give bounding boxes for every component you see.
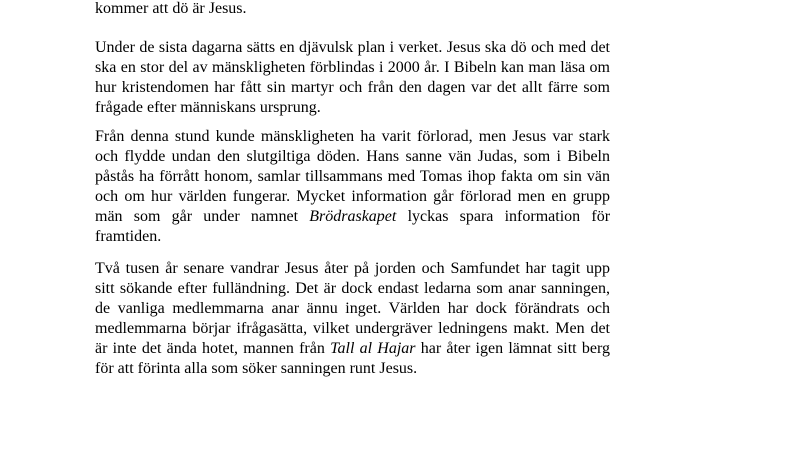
- italic-term-brodraskapet: Brödraskapet: [309, 208, 397, 225]
- line-before: är inte det ända hotet, mannen från: [95, 340, 325, 357]
- line-after: har åter igen lämnat sitt berg: [420, 340, 610, 357]
- paragraph-2: [95, 127, 610, 247]
- text-line: sitt sökande efter fulländning. Det är dock endast ledarna som anar sanningen,: [95, 280, 610, 297]
- text-line: Under de sista dagarna sätts en djävulsk plan i verket. Jesus ska dö och med det: [95, 39, 610, 56]
- text-line: för att förinta alla som söker sanningen runt Jesus.: [95, 360, 418, 377]
- text-line: hur kristendomen har fått sin martyr och från den dagen var det allt färre som: [95, 79, 610, 96]
- line-after: lyckas spara information för: [407, 208, 610, 225]
- text-line: framtiden.: [95, 228, 162, 245]
- text-line: frågade efter människans ursprung.: [95, 99, 321, 116]
- paragraph-3: [95, 259, 610, 379]
- text-line: de vanliga medlemmarna anar ännu inget. Världen har dock förändrats och: [95, 300, 610, 317]
- text-line: medlemmarna börjar ifrågasätta, vilket undergräver ledningens makt. Men det: [95, 320, 610, 337]
- line-prefix: och: [95, 188, 119, 205]
- line-before: män som går under namnet: [95, 208, 299, 225]
- paragraph-1: [95, 38, 610, 118]
- text-line: [95, 207, 610, 227]
- text-line: och flydde undan den slutgiltiga döden. Hans sanne vän Judas, som i Bibeln: [95, 148, 610, 165]
- italic-term-tall-al-hajar: Tall al Hajar: [330, 340, 416, 357]
- text-line: ska en stor del av mänskligheten förblindas i 2000 år. I Bibeln kan man läsa om: [95, 59, 610, 76]
- text-line: kommer att dö är Jesus.: [95, 0, 247, 17]
- line-rest: om hur världen fungerar. Mycket information går förlorad men en grupp: [124, 188, 610, 205]
- text-line: Två tusen år senare vandrar Jesus åter på jorden och Samfundet har tagit upp: [95, 260, 610, 277]
- top-fragment: [95, 0, 610, 19]
- text-line: [95, 187, 610, 207]
- text-line: påstås ha förrått honom, samlar tillsammans med Tomas ihop fakta om sin vän: [95, 168, 610, 185]
- text-line: [95, 339, 610, 359]
- text-line: Från denna stund kunde mänskligheten ha varit förlorad, men Jesus var stark: [95, 128, 610, 145]
